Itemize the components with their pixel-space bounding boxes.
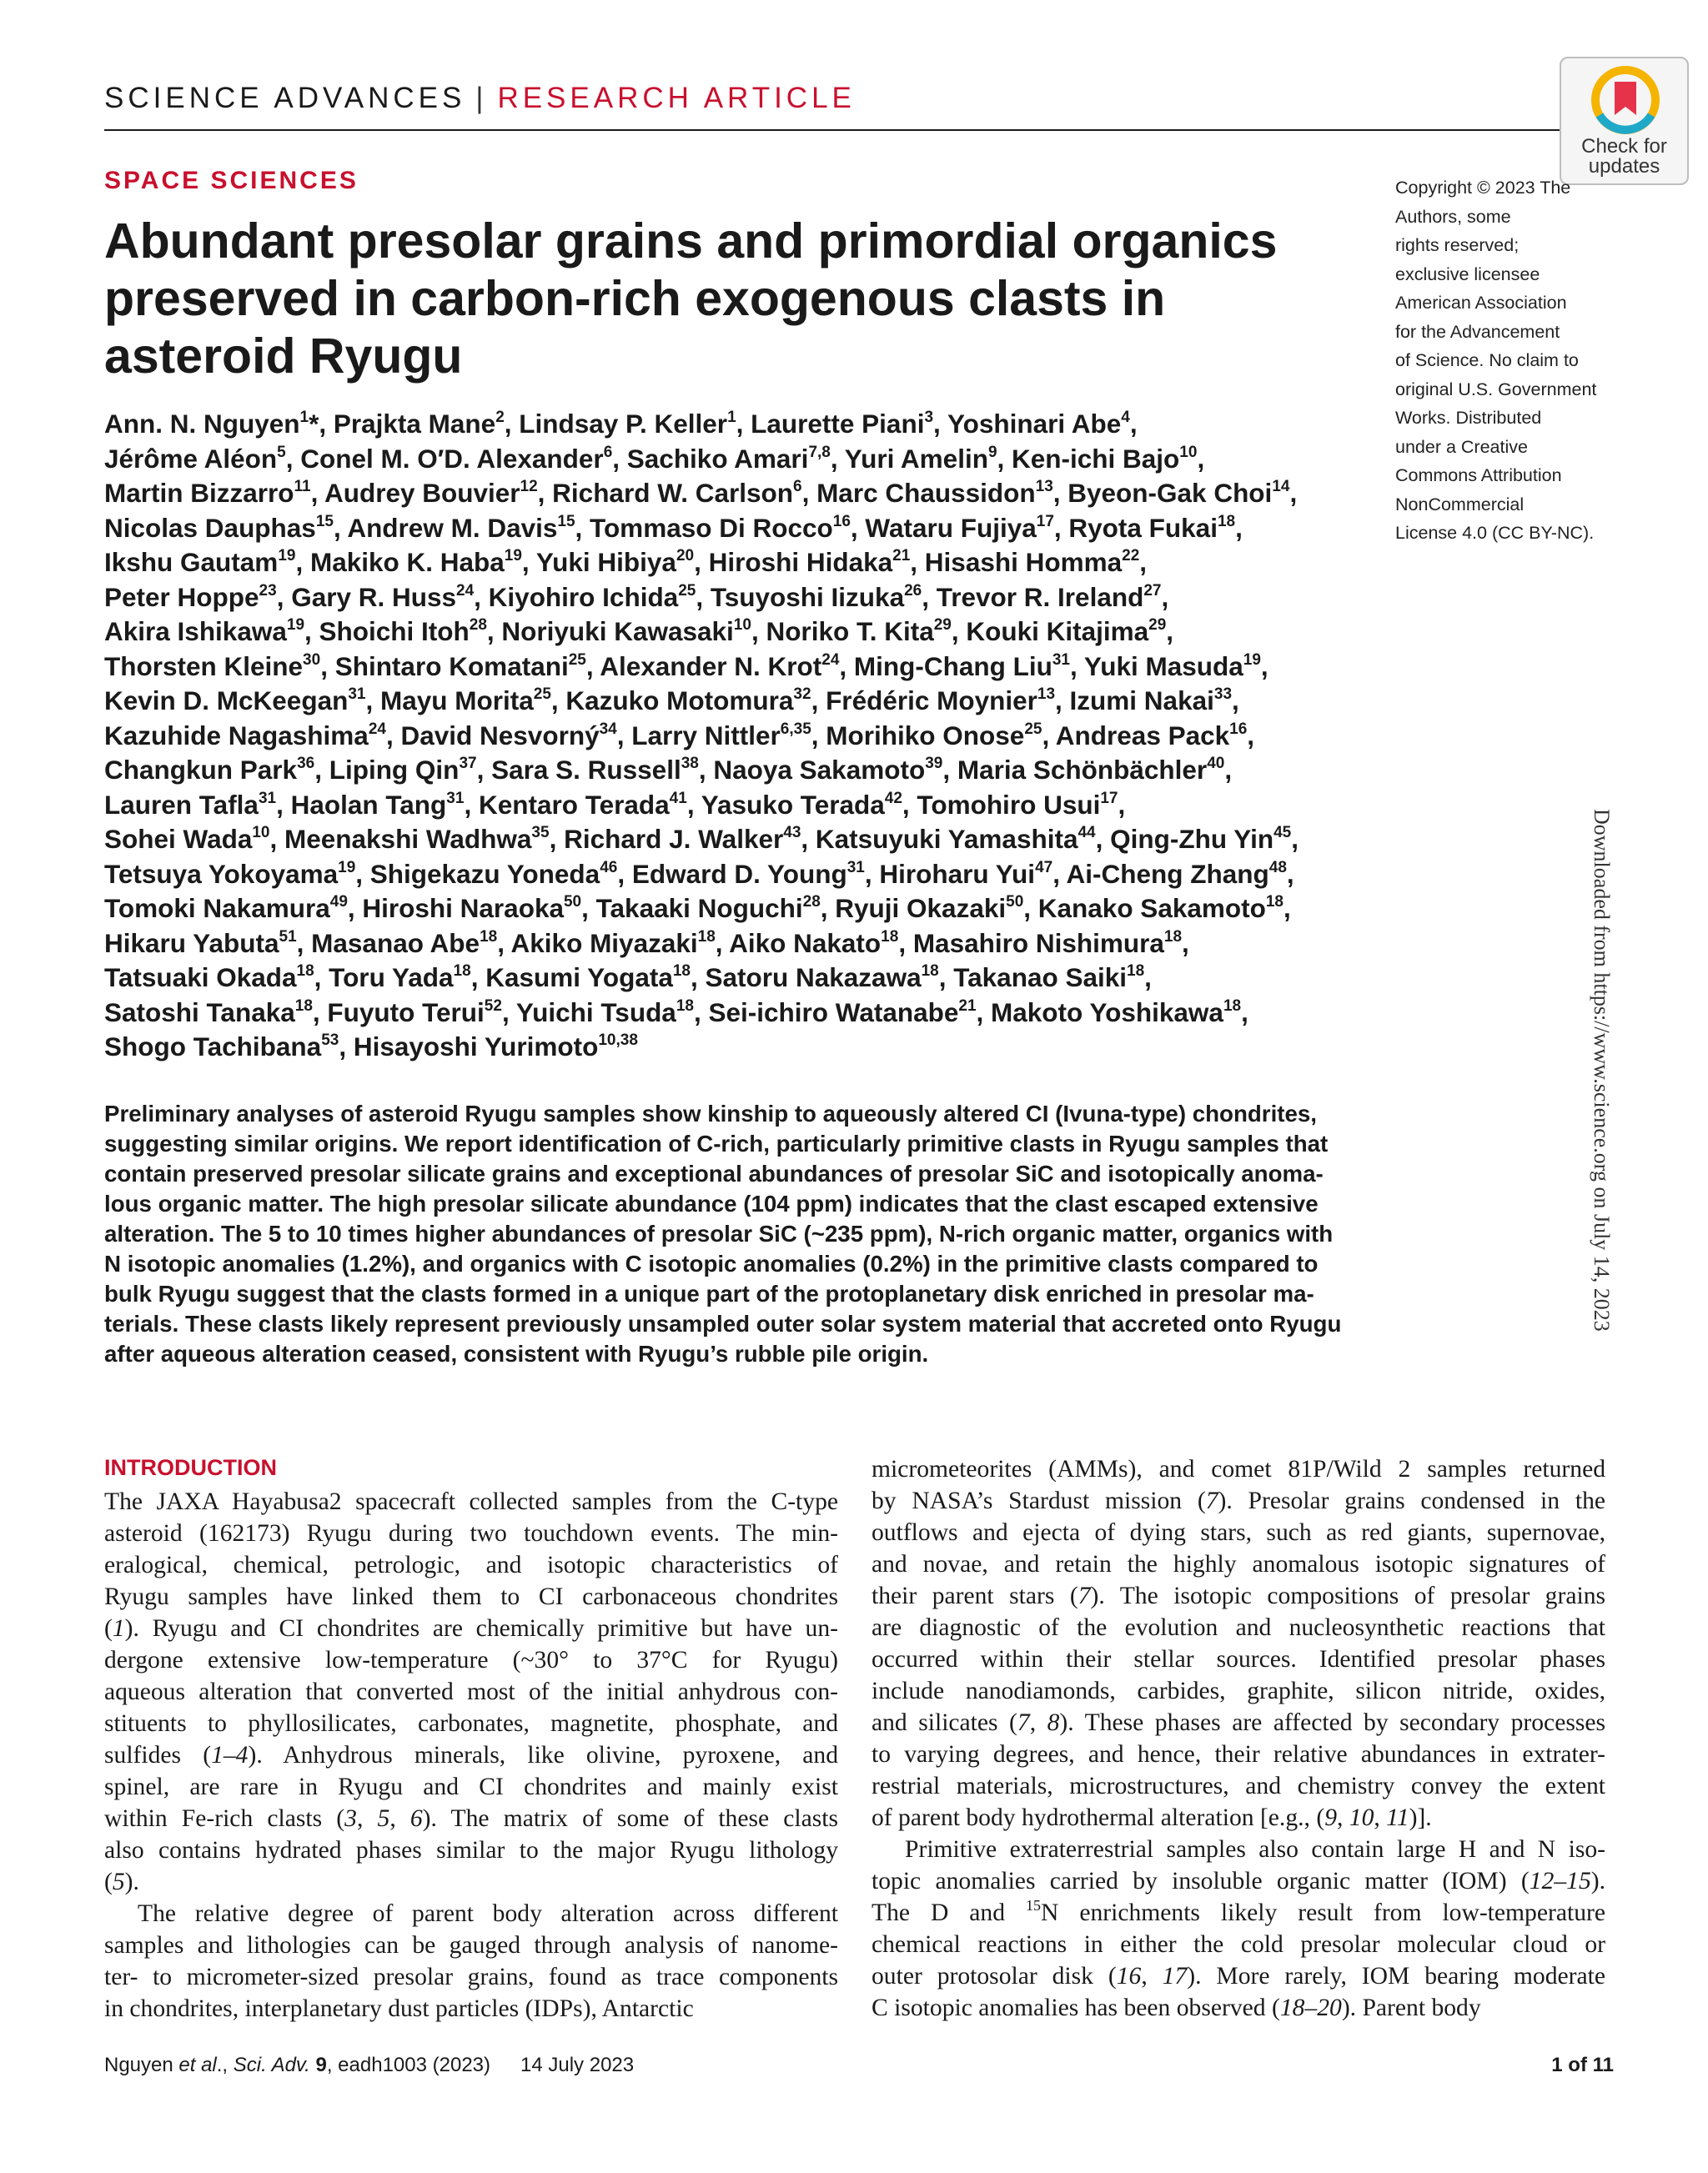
body-text-line: of parent body hydrothermal alteration [e.g., (9, 10, 11)]. bbox=[872, 1804, 1432, 1831]
body-text-line: restrial materials, microstructures, and chemistry convey the extent bbox=[872, 1773, 1605, 1799]
author-line: Satoshi Tanaka$^{18}$, Fuyuto Terui$^{52}$, Yuichi Tsuda$^{18}$, Sei-ichiro Watanabe$^{21}$, Makoto Yoshikawa$^{18}$, bbox=[104, 996, 1248, 1027]
author-line: Kazuhide Nagashima$^{24}$, David Nesvorný$^{34}$, Larry Nittler$^{6,35}$, Morihiko Onose$^{25}$, Andreas Pack$^{16}$, bbox=[104, 720, 1255, 750]
body-text-line: chemical reactions in either the cold presolar molecular cloud or bbox=[872, 1931, 1605, 1958]
copyright-line: NonCommercial bbox=[1395, 494, 1525, 514]
copyright-line: Copyright © 2023 The bbox=[1395, 178, 1571, 198]
author-line: Changkun Park$^{36}$, Liping Qin$^{37}$, Sara S. Russell$^{38}$, Naoya Sakamoto$^{39}$, Maria Schönbächler$^{40}$, bbox=[104, 755, 1233, 785]
abstract-line: Preliminary analyses of asteroid Ryugu samples show kinship to aqueously altered CI (Ivuna-type) chondrites, bbox=[104, 1101, 1317, 1127]
author-line: Hikaru Yabuta$^{51}$, Masanao Abe$^{18}$, Akiko Miyazaki$^{18}$, Aiko Nakato$^{18}$, Masahiro Nishimura$^{18}$, bbox=[104, 927, 1189, 958]
header-rule bbox=[104, 129, 1614, 131]
copyright-line: of Science. No claim to bbox=[1395, 350, 1579, 370]
author-line: Thorsten Kleine$^{30}$, Shintaro Komatani$^{25}$, Alexander N. Krot$^{24}$, Ming-Chang Liu$^{31}$, Yuki Masuda$^{19}$, bbox=[104, 650, 1268, 681]
crossmark-label bbox=[1561, 137, 1687, 177]
copyright-line: Works. Distributed bbox=[1395, 408, 1542, 428]
copyright-line: under a Creative bbox=[1395, 436, 1528, 457]
crossmark-label-line2: updates bbox=[1588, 155, 1660, 178]
check-for-updates-button[interactable] bbox=[1560, 57, 1689, 185]
author-line: Shogo Tachibana$^{53}$, Hisayoshi Yurimoto$^{10,38}$ bbox=[104, 1031, 638, 1061]
body-text-line: and silicates (7, 8). These phases are affected by secondary processes bbox=[872, 1709, 1606, 1736]
journal-name: SCIENCE ADVANCES bbox=[104, 82, 466, 114]
body-text-line: The D and $^{15}$N enrichments likely result from low-temperature bbox=[872, 1897, 1605, 1926]
article-title: Abundant presolar grains and primordial organics preserved in carbon-rich exogenous clasts in asteroid Ryugu bbox=[104, 213, 1278, 384]
download-note: Downloaded from https://www.science.org on July 14, 2023 bbox=[1590, 809, 1614, 1332]
body-text-line: and novae, and retain the highly anomalous isotopic signatures of bbox=[872, 1551, 1605, 1578]
abstract-line: N isotopic anomalies (1.2%), and organics with C isotopic anomalies (0.2%) in the primitive clasts compared to bbox=[104, 1251, 1319, 1277]
author-line: Tatsuaki Okada$^{18}$, Toru Yada$^{18}$, Kasumi Yogata$^{18}$, Satoru Nakazawa$^{18}$, Takanao Saiki$^{18}$, bbox=[104, 962, 1152, 992]
body-text-line: Primitive extraterrestrial samples also contain large H and N iso- bbox=[905, 1836, 1605, 1863]
author-line: Jérôme Aléon$^5$, Conel M. O′D. Alexander$^6$, Sachiko Amari$^{7,8}$, Yuri Amelin$^9$, Ken-ichi Bajo$^{10}$, bbox=[104, 443, 1205, 474]
body-text-line: also contains hydrated phases similar to the major Ryugu lithology bbox=[104, 1837, 838, 1864]
body-text-line: dergone extensive low-temperature (~30° to 37°C for Ryugu) bbox=[104, 1647, 838, 1674]
body-text-line: eralogical, chemical, petrologic, and isotopic characteristics of bbox=[104, 1552, 838, 1578]
body-text-line: in chondrites, interplanetary dust particles (IDPs), Antarctic bbox=[104, 1995, 694, 2022]
copyright-line: exclusive licensee bbox=[1395, 263, 1540, 284]
copyright-line: Authors, some bbox=[1395, 206, 1511, 227]
author-line: Ikshu Gautam$^{19}$, Makiko K. Haba$^{19}$, Yuki Hibiya$^{20}$, Hiroshi Hidaka$^{21}$, Hisashi Homma$^{22}$, bbox=[104, 547, 1148, 577]
body-text-line: within Fe-rich clasts (3, 5, 6). The matrix of some of these clasts bbox=[104, 1805, 839, 1832]
abstract-line: lous organic matter. The high presolar silicate abundance (104 ppm) indicates that the clast escaped extensive bbox=[104, 1191, 1319, 1217]
page-footer bbox=[104, 2054, 1614, 2077]
body-text-line: micrometeorites (AMMs), and comet 81P/Wild 2 samples returned bbox=[872, 1456, 1605, 1483]
header-separator: | bbox=[475, 82, 488, 114]
body-text-line: The JAXA Hayabusa2 spacecraft collected samples from the C-type bbox=[104, 1488, 838, 1515]
body-column-right bbox=[872, 1453, 1605, 2024]
body-column-left bbox=[104, 1486, 838, 2025]
footer-citation: Nguyen et al., Sci. Adv. 9, eadh1003 (2023) bbox=[104, 2054, 491, 2076]
copyright-line: License 4.0 (CC BY-NC). bbox=[1395, 523, 1595, 543]
author-line: Ann. N. Nguyen$^1$*, Prajkta Mane$^2$, Lindsay P. Keller$^1$, Laurette Piani$^3$, Yoshinari Abe$^4$, bbox=[104, 409, 1138, 439]
crossmark-icon bbox=[1590, 65, 1661, 135]
body-text-line: samples and lithologies can be gauged through analysis of nanome- bbox=[104, 1932, 838, 1959]
body-text-line: ter- to micrometer-sized presolar grains, found as trace components bbox=[104, 1964, 838, 1990]
copyright-line: rights reserved; bbox=[1395, 235, 1520, 255]
article-type: RESEARCH ARTICLE bbox=[497, 82, 856, 114]
body-text-line: (1). Ryugu and CI chondrites are chemically primitive but have un- bbox=[104, 1615, 838, 1642]
author-line: Tetsuya Yokoyama$^{19}$, Shigekazu Yoneda$^{46}$, Edward D. Young$^{31}$, Hiroharu Yui$^{47}$, Ai-Cheng Zhang$^{48}$, bbox=[104, 858, 1294, 889]
author-line: Peter Hoppe$^{23}$, Gary R. Huss$^{24}$, Kiyohiro Ichida$^{25}$, Tsuyoshi Iizuka$^{26}$, Trevor R. Ireland$^{27}$, bbox=[104, 581, 1169, 612]
page-number: 1 of 11 bbox=[1551, 2054, 1614, 2076]
copyright-line: for the Advancement bbox=[1395, 321, 1560, 342]
body-text-line: aqueous alteration that converted most of the initial anhydrous con- bbox=[104, 1679, 838, 1705]
body-text-line: spinel, are rare in Ryugu and CI chondrites and mainly exist bbox=[104, 1774, 838, 1800]
body-text-line: asteroid (162173) Ryugu during two touchdown events. The min- bbox=[104, 1520, 838, 1547]
body-text-line: their parent stars (7). The isotopic compositions of presolar grains bbox=[872, 1583, 1606, 1609]
author-line: Sohei Wada$^{10}$, Meenakshi Wadhwa$^{35}$, Richard J. Walker$^{43}$, Katsuyuki Yamashita$^{44}$, Qing-Zhu Yin$^{45}$, bbox=[104, 824, 1299, 854]
body-text-line: to varying degrees, and hence, their relative abundances in extrater- bbox=[872, 1741, 1605, 1768]
body-text-line: by NASA’s Stardust mission (7). Presolar grains condensed in the bbox=[872, 1488, 1605, 1514]
abstract bbox=[104, 1099, 1343, 1369]
author-line: Kevin D. McKeegan$^{31}$, Mayu Morita$^{25}$, Kazuko Motomura$^{32}$, Frédéric Moynier$^{13}$, Izumi Nakai$^{33}$, bbox=[104, 685, 1239, 715]
body-text-line: include nanodiamonds, carbides, graphite, silicon nitride, oxides, bbox=[872, 1678, 1605, 1704]
intro-heading: INTRODUCTION bbox=[104, 1455, 277, 1480]
author-line: Akira Ishikawa$^{19}$, Shoichi Itoh$^{28}$, Noriyuki Kawasaki$^{10}$, Noriko T. Kita$^{29}$, Kouki Kitajima$^{29}$, bbox=[104, 616, 1174, 646]
copyright-line: original U.S. Government bbox=[1395, 379, 1597, 399]
journal-header bbox=[104, 82, 856, 115]
abstract-line: terials. These clasts likely represent previously unsampled outer solar system material that accreted onto Ryugu bbox=[104, 1311, 1342, 1337]
body-text-line: outflows and ejecta of dying stars, such as red giants, supernovae, bbox=[872, 1519, 1605, 1546]
author-line: Lauren Tafla$^{31}$, Haolan Tang$^{31}$, Kentaro Terada$^{41}$, Yasuko Terada$^{42}$, Tomohiro Usui$^{17}$, bbox=[104, 789, 1126, 820]
body-text-line: C isotopic anomalies has been observed (18–20). Parent body bbox=[872, 1995, 1481, 2021]
body-text-line: sulfides (1–4). Anhydrous minerals, like olivine, pyroxene, and bbox=[104, 1742, 838, 1769]
footer-date: 14 July 2023 bbox=[520, 2054, 635, 2076]
body-text-line: The relative degree of parent body alteration across different bbox=[138, 1900, 838, 1927]
abstract-line: suggesting similar origins. We report identification of C-rich, particularly primitive clasts in Ryugu samples that bbox=[104, 1131, 1329, 1157]
body-text-line: stituents to phyllosilicates, carbonates, magnetite, phosphate, and bbox=[104, 1710, 838, 1737]
crossmark-label-line1: Check for bbox=[1581, 135, 1667, 158]
author-line: Martin Bizzarro$^{11}$, Audrey Bouvier$^{12}$, Richard W. Carlson$^6$, Marc Chaussidon$^{13}$, Byeon-Gak Choi$^{14}$, bbox=[104, 478, 1298, 508]
abstract-line: bulk Ryugu suggest that the clasts formed in a unique part of the protoplanetary disk enriched in presolar ma- bbox=[104, 1281, 1314, 1307]
body-text-line: (5). bbox=[104, 1869, 139, 1895]
copyright-line: Commons Attribution bbox=[1395, 465, 1562, 485]
abstract-line: after aqueous alteration ceased, consistent with Ryugu’s rubble pile origin. bbox=[104, 1341, 929, 1367]
copyright-line: American Association bbox=[1395, 293, 1567, 313]
author-list bbox=[104, 407, 1455, 1065]
abstract-line: alteration. The 5 to 10 times higher abundances of presolar SiC (~235 ppm), N-rich organic matter, organics with bbox=[104, 1221, 1334, 1247]
section-label: SPACE SCIENCES bbox=[104, 167, 359, 194]
body-text-line: are diagnostic of the evolution and nucleosynthetic reactions that bbox=[872, 1614, 1605, 1641]
abstract-line: contain preserved presolar silicate grains and exceptional abundances of presolar SiC and isotopically anoma- bbox=[104, 1161, 1324, 1187]
body-text-line: occurred within their stellar sources. Identified presolar phases bbox=[872, 1646, 1605, 1673]
author-line: Tomoki Nakamura$^{49}$, Hiroshi Naraoka$^{50}$, Takaaki Noguchi$^{28}$, Ryuji Okazaki$^{50}$, Kanako Sakamoto$^{18}$, bbox=[104, 893, 1291, 923]
body-text-line: Ryugu samples have linked them to CI carbonaceous chondrites bbox=[104, 1583, 838, 1610]
body-text-line: outer protosolar disk (16, 17). More rarely, IOM bearing moderate bbox=[872, 1963, 1605, 1990]
author-line: Nicolas Dauphas$^{15}$, Andrew M. Davis$^{15}$, Tommaso Di Rocco$^{16}$, Wataru Fujiya$^{17}$, Ryota Fukai$^{18}$, bbox=[104, 512, 1243, 543]
body-text-line: topic anomalies carried by insoluble organic matter (IOM) (12–15). bbox=[872, 1868, 1605, 1894]
